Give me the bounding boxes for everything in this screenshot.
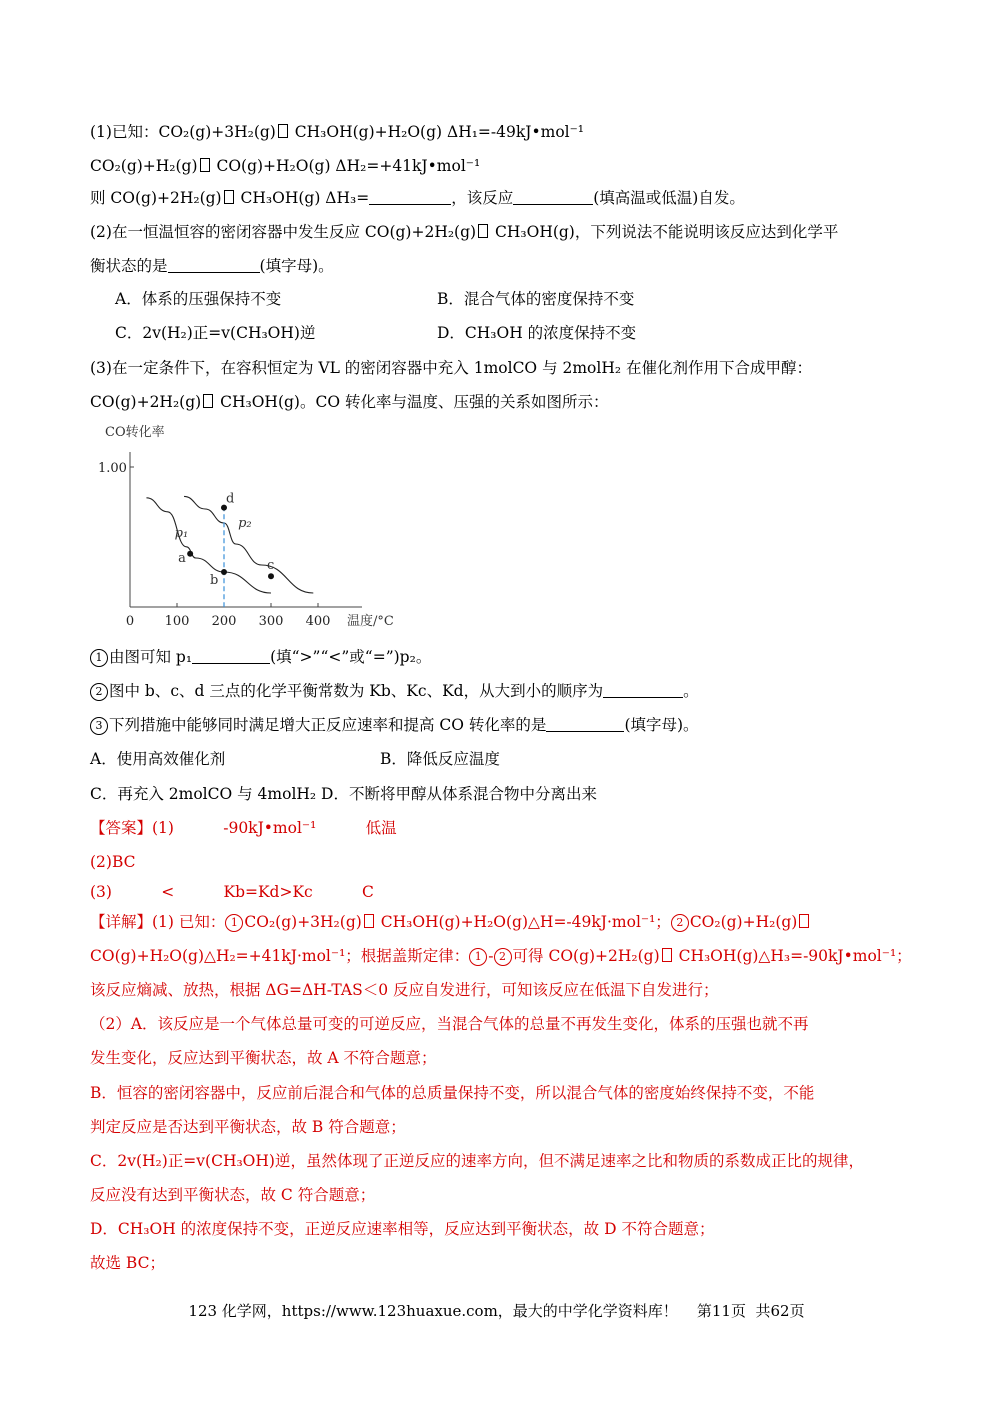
equilibrium-arrow-icon xyxy=(224,190,234,204)
answer-blank xyxy=(513,204,593,205)
circled-number: 2 xyxy=(671,914,689,932)
q3-sub3: 3 下列措施中能够同时满足增大正反应速率和提高 CO 转化率的是 (填字母)。 xyxy=(90,715,699,735)
q1-line1: (1)已知：CO₂(g)+3H₂(g) CH₃OH(g)+H₂O(g) ΔH₁=-49kJ•mol⁻¹ xyxy=(90,123,584,141)
x-tick-label: 0 xyxy=(125,614,135,629)
detail-line6: B．恒容的密闭容器中，反应前后混合和气体的总质量保持不变，所以混合气体的密度始终保持不变，不能 xyxy=(90,1084,815,1102)
circled-number: 1 xyxy=(469,948,487,966)
equilibrium-arrow-icon xyxy=(278,124,288,138)
page-footer: 123 化学网，https://www.123huaxue.com，最大的中学化学资料库！ 第11页 共62页 xyxy=(188,1302,805,1320)
q3-line2: CO(g)+2H₂(g) CH₃OH(g)。CO 转化率与温度、压强的关系如图所示： xyxy=(90,393,609,411)
q1-line3: 则 CO(g)+2H₂(g) CH₃OH(g) ΔH₃= ，该反应 (填高温或低温)自发。 xyxy=(90,189,745,207)
co-conversion-chart xyxy=(95,420,415,635)
series-line-1 xyxy=(146,498,271,593)
equilibrium-arrow-icon xyxy=(203,394,213,408)
detail-line10: D．CH₃OH 的浓度保持不变，正逆反应速率相等，反应达到平衡状态，故 D 不符合题意； xyxy=(90,1220,715,1238)
answer-line1: 【答案】(1) -90kJ•mol⁻¹ 低温 xyxy=(90,819,397,837)
detail-line11: 故选 BC； xyxy=(90,1254,165,1272)
q3-sub1: 1 由图可知 p₁ (填“>”“<”或“=”)p₂。 xyxy=(90,647,431,667)
detail-line8: C．2v(H₂)正=v(CH₃OH)逆，虽然体现了正逆反应的速率方向，但不满足速率之比和物质的系数成正比的规律， xyxy=(90,1152,864,1170)
detail-line2: CO(g)+H₂O(g)△H₂=+41kJ·mol⁻¹；根据盖斯定律： 1 - 2 可得 CO(g)+2H₂(g) CH₃OH(g)△H₃=-90kJ•mol⁻¹； xyxy=(90,947,912,965)
detail-line3: 该反应熵减、放热，根据 ΔG=ΔH-TAS＜0 反应自发进行，可知该反应在低温下自发进行； xyxy=(90,981,719,999)
series-label-1: p₁ xyxy=(174,526,189,541)
answer-line2: (2)BC xyxy=(90,853,136,871)
equilibrium-arrow-icon xyxy=(662,948,672,962)
answer-blank xyxy=(369,204,451,205)
q3-sub2: 2 图中 b、c、d 三点的化学平衡常数为 Kb、Kc、Kd，从大到小的顺序为 。 xyxy=(90,681,699,701)
detail-line7: 判定反应是否达到平衡状态，故 B 符合题意； xyxy=(90,1118,406,1136)
circled-number: 1 xyxy=(225,914,243,932)
circled-number: 2 xyxy=(494,948,512,966)
equilibrium-arrow-icon xyxy=(364,914,374,928)
circled-number: 1 xyxy=(90,649,108,667)
y-axis-label: CO转化率 xyxy=(105,425,165,440)
circled-number: 3 xyxy=(90,717,108,735)
point-b xyxy=(221,569,227,575)
detail-line5: 发生变化，反应达到平衡状态，故 A 不符合题意； xyxy=(90,1049,437,1067)
answer-line3: (3) < Kb=Kd>Kc C xyxy=(90,883,374,901)
q2-option-c: C．2v(H₂)正=v(CH₃OH)逆 xyxy=(115,324,316,342)
answer-blank xyxy=(603,697,683,698)
point-c xyxy=(268,573,274,579)
q2-line2: 衡状态的是 (填字母)。 xyxy=(90,257,334,275)
q2-option-b: B．混合气体的密度保持不变 xyxy=(437,290,635,308)
x-tick-label: 100 xyxy=(164,614,190,629)
q3-option-b: B．降低反应温度 xyxy=(380,750,500,768)
equilibrium-arrow-icon xyxy=(200,158,210,172)
q1-line2: CO₂(g)+H₂(g) CO(g)+H₂O(g) ΔH₂=+41kJ•mol⁻¹ xyxy=(90,157,481,175)
q3-option-cd: C．再充入 2molCO 与 4molH₂ D．不断将甲醇从体系混合物中分离出来 xyxy=(90,785,597,803)
q3-option-a: A．使用高效催化剂 xyxy=(90,750,226,768)
circled-number: 2 xyxy=(90,683,108,701)
detail-line9: 反应没有达到平衡状态，故 C 符合题意； xyxy=(90,1186,376,1204)
answer-blank xyxy=(168,272,260,273)
point-label-c: c xyxy=(267,558,275,574)
series-line-2 xyxy=(184,496,313,593)
x-tick-label: 200 xyxy=(211,614,237,629)
point-label-b: b xyxy=(210,573,219,588)
equilibrium-arrow-icon xyxy=(799,914,809,928)
y-tick-label: 1.00 xyxy=(98,461,127,476)
point-label-a: a xyxy=(178,550,186,566)
detail-line4: （2）A．该反应是一个气体总量可变的可逆反应，当混合气体的总量不再发生变化，体系的压强也就不再 xyxy=(90,1015,809,1033)
detail-line1: 【详解】(1) 已知： 1 CO₂(g)+3H₂(g) CH₃OH(g)+H₂O(g)△H=-49kJ·mol⁻¹； 2 CO₂(g)+H₂(g) xyxy=(90,912,811,932)
q3-line1: (3)在一定条件下，在容积恒定为 VL 的密闭容器中充入 1molCO 与 2molH₂ 在催化剂作用下合成甲醇： xyxy=(90,359,813,377)
q2-option-a: A．体系的压强保持不变 xyxy=(115,290,282,308)
q2-option-d: D．CH₃OH 的浓度保持不变 xyxy=(437,324,637,342)
q2-line1: (2)在一恒温恒容的密闭容器中发生反应 CO(g)+2H₂(g) CH₃OH(g)，下列说法不能说明该反应达到化学平 xyxy=(90,223,839,241)
point-label-d: d xyxy=(226,491,235,507)
point-a xyxy=(187,551,193,557)
series-label-2: p₂ xyxy=(238,516,252,532)
x-tick-label: 300 xyxy=(258,614,284,629)
answer-blank xyxy=(546,731,624,732)
equilibrium-arrow-icon xyxy=(478,224,488,238)
x-axis-label: 温度/°C xyxy=(347,614,394,629)
answer-blank xyxy=(192,663,270,664)
x-tick-label: 400 xyxy=(305,614,331,629)
